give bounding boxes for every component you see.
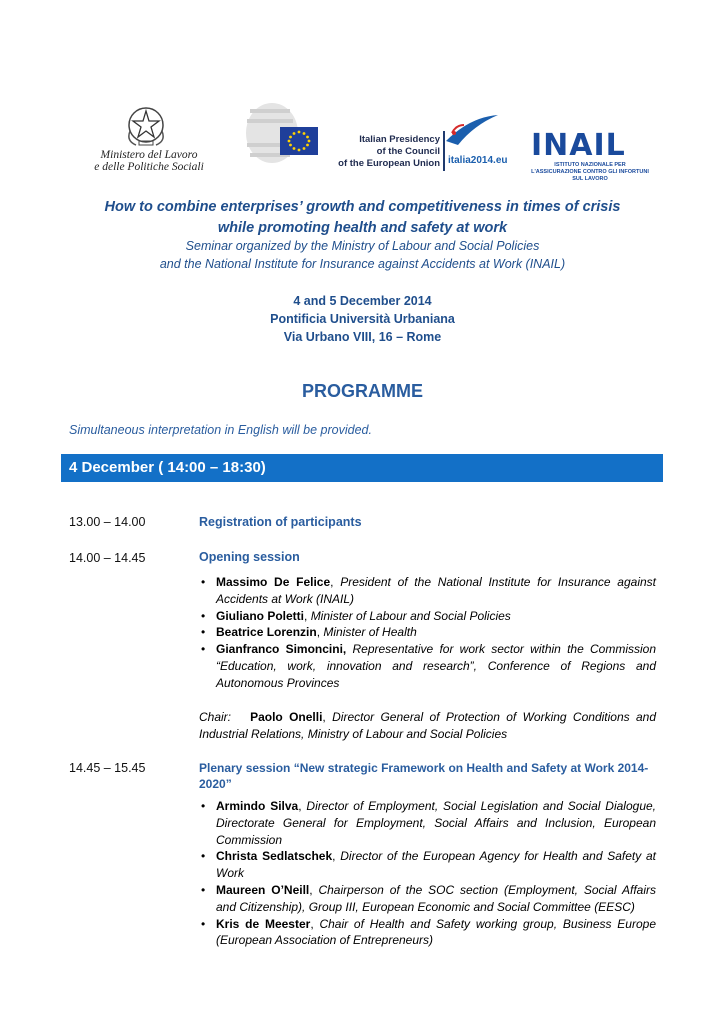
chair-name: Paolo Onelli xyxy=(250,710,323,724)
list-item xyxy=(199,608,656,625)
italian-republic-emblem xyxy=(122,101,170,149)
presidency-line1: Italian Presidency xyxy=(359,134,440,145)
speaker-role: Chairperson of the SOC section (Employment, Social Affairs and Citizenship), Group III, European Economic and Social Committee (EESC) xyxy=(216,882,656,914)
list-item xyxy=(199,798,656,848)
speaker-name: Gianfranco Simoncini, xyxy=(216,642,347,657)
list-item xyxy=(199,882,656,916)
slot-time: 14.00 – 14.45 xyxy=(69,551,146,565)
day-band-label: 4 December ( 14:00 – 18:30) xyxy=(69,459,266,476)
speaker-role: Chair of Health and Safety working group, Business Europe (European Association of Entrepreneurs) xyxy=(216,916,657,948)
event-venue: Pontificia Università Urbaniana xyxy=(270,312,455,326)
speaker-separator: , xyxy=(298,799,307,813)
speaker-name: Christa Sedlatschek xyxy=(216,849,333,864)
event-subtitle-line2: and the National Institute for Insurance against Accidents at Work (INAIL) xyxy=(159,257,566,271)
event-title-line1: How to combine enterprises’ growth and competitiveness in times of crisis xyxy=(104,199,621,215)
slot-time: 14.45 – 15.45 xyxy=(69,761,146,775)
italian-presidency-text xyxy=(328,134,440,170)
ministry-name-line1: Ministero del Lavoro xyxy=(100,149,198,161)
italia2014-logo-text: italia2014.eu xyxy=(448,155,508,166)
speaker-separator: , xyxy=(309,882,319,897)
slot-title: Opening session xyxy=(199,550,300,564)
list-item xyxy=(199,641,656,691)
bullet-icon: • xyxy=(201,916,206,931)
italia2014-swoosh-icon xyxy=(444,111,500,151)
speaker-separator: , xyxy=(310,916,320,931)
bullet-icon: • xyxy=(201,849,206,864)
list-item xyxy=(199,848,656,882)
speaker-separator: , xyxy=(304,608,311,623)
logo-strip xyxy=(0,95,725,185)
list-item xyxy=(199,916,656,950)
presidency-line2: of the Council xyxy=(376,146,440,157)
slot-title: Registration of participants xyxy=(199,515,362,529)
speaker-name: Beatrice Lorenzin xyxy=(216,625,317,640)
bullet-icon: • xyxy=(201,608,206,623)
speaker-role: Director of the European Agency for Health and Safety at Work xyxy=(216,849,657,881)
presidency-line3: of the European Union xyxy=(338,158,440,169)
speaker-name: Giuliano Poletti xyxy=(216,608,305,623)
speaker-list xyxy=(199,798,656,949)
chair-label: Chair: xyxy=(199,710,232,724)
speaker-name: Massimo De Felice xyxy=(216,575,331,589)
inail-logo: INAIL xyxy=(531,128,626,163)
speaker-role: President of the National Institute for Insurance against Accidents at Work (INAIL) xyxy=(216,575,656,606)
speaker-name: Armindo Silva xyxy=(216,799,299,813)
bullet-icon: • xyxy=(201,882,206,897)
programme-heading: PROGRAMME xyxy=(302,381,423,401)
council-eu-logo xyxy=(244,101,320,165)
list-item xyxy=(199,624,656,641)
bullet-icon: • xyxy=(201,799,206,813)
speaker-list xyxy=(199,574,656,692)
bullet-icon: • xyxy=(201,625,206,640)
day-band xyxy=(61,454,663,482)
inail-subtitle: ISTITUTO NAZIONALE PER L'ASSICURAZIONE CONTRO GLI INFORTUNI SUL LAVORO xyxy=(531,162,649,182)
speaker-separator: , xyxy=(316,625,324,640)
bullet-icon: • xyxy=(201,642,206,657)
event-title-line2: while promoting health and safety at work xyxy=(217,220,508,236)
speaker-separator: , xyxy=(330,575,341,589)
speaker-role: Minister of Labour and Social Policies xyxy=(310,608,511,623)
chair-role: Director General of Protection of Working Conditions and Industrial Relations, Ministry of Labour and Social Policies xyxy=(199,710,656,741)
speaker-role: Minister of Health xyxy=(323,625,417,640)
event-address: Via Urbano VIII, 16 – Rome xyxy=(283,330,442,344)
speaker-separator: , xyxy=(332,849,341,864)
ministry-name-line2: e delle Politiche Sociali xyxy=(94,161,204,173)
chair-line: Chair: Paolo Onelli, Director General of Protection of Working Conditions and Industrial Relations, Ministry of Labour and Social Policies xyxy=(199,710,656,741)
speaker-role: Director of Employment, Social Legislation and Social Dialogue, Directorate General for Employment, Social Affairs and Inclusion, European Commission xyxy=(216,799,656,847)
speaker-name: Maureen O’Neill xyxy=(216,882,310,897)
event-subtitle-line1: Seminar organized by the Ministry of Labour and Social Policies xyxy=(185,239,540,253)
speaker-name: Kris de Meester xyxy=(216,916,311,931)
slot-time: 13.00 – 14.00 xyxy=(69,515,146,529)
event-dates: 4 and 5 December 2014 xyxy=(293,294,432,308)
list-item xyxy=(199,574,656,608)
slot-title: Plenary session “New strategic Framework on Health and Safety at Work 2014-2020” xyxy=(199,761,649,791)
ministry-name xyxy=(84,149,214,173)
speaker-role: Representative for work sector within the Commission “Education, work, innovation and research”, Conference of Regions and Autonomous Provinces xyxy=(216,642,656,690)
interpretation-note: Simultaneous interpretation in English will be provided. xyxy=(69,423,372,437)
bullet-icon: • xyxy=(201,575,206,589)
